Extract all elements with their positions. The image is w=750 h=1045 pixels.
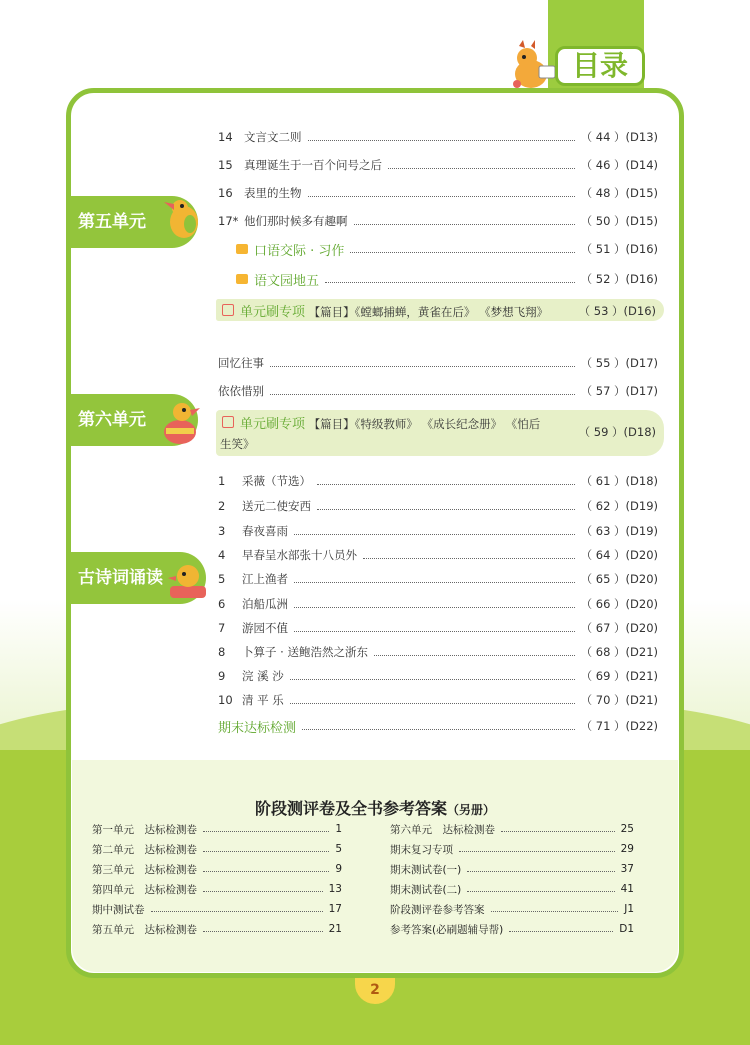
list-item[interactable]: 7 游园不值 （ 67 ）(D20)	[218, 621, 658, 635]
list-item[interactable]: 第一单元 达标检测卷 1	[92, 823, 342, 836]
unit-tab-5[interactable]: 第五单元	[70, 196, 198, 248]
list-item[interactable]: 17* 他们那时候多有趣啊 （ 50 ）(D15)	[218, 214, 658, 228]
list-item[interactable]: 期中测试卷 17	[92, 903, 342, 916]
list-item[interactable]: 第六单元 达标检测卷 25	[390, 823, 634, 836]
bird-mascot-icon	[160, 192, 206, 242]
list-item[interactable]: 阶段测评卷参考答案 J1	[390, 903, 634, 916]
list-item[interactable]: 4 早春呈水部张十八员外 （ 64 ）(D20)	[218, 548, 658, 562]
list-item[interactable]: 5 江上渔者 （ 65 ）(D20)	[218, 572, 658, 586]
list-item[interactable]: 1 采薇（节选） （ 61 ）(D18)	[218, 474, 658, 488]
list-item[interactable]: 3 春夜喜雨 （ 63 ）(D19)	[218, 524, 658, 538]
list-item[interactable]: 期末达标检测 （ 71 ）(D22)	[218, 719, 658, 736]
list-item[interactable]: 语文园地五 （ 52 ）(D16)	[236, 268, 658, 290]
answers-title: 阶段测评卷及全书参考答案（另册）	[254, 799, 496, 818]
list-item[interactable]: 第二单元 达标检测卷 5	[92, 843, 342, 856]
list-item[interactable]: 6 泊船瓜洲 （ 66 ）(D20)	[218, 597, 658, 611]
giraffe-mascot-icon	[505, 40, 561, 92]
chick-mascot-icon	[158, 398, 204, 448]
page-title: 目录	[555, 46, 645, 86]
speech-icon	[236, 244, 248, 254]
list-item[interactable]: 15 真理诞生于一百个问号之后 （ 46 ）(D14)	[218, 158, 658, 172]
unit-brush-5[interactable]: 单元刷专项 【篇目】《螳螂捕蝉，黄雀在后》 《梦想飞翔》 （ 53 ）(D16)	[216, 299, 664, 321]
list-item[interactable]: 8 卜算子 · 送鲍浩然之浙东 （ 68 ）(D21)	[218, 645, 658, 659]
list-item[interactable]: 期末测试卷(二) 41	[390, 883, 634, 896]
list-item[interactable]: 第三单元 达标检测卷 9	[92, 863, 342, 876]
list-item[interactable]: 2 送元二使安西 （ 62 ）(D19)	[218, 499, 658, 513]
list-item[interactable]: 10 清 平 乐 （ 70 ）(D21)	[218, 693, 658, 707]
list-item[interactable]: 第五单元 达标检测卷 21	[92, 923, 342, 936]
list-item[interactable]: 期末复习专项 29	[390, 843, 634, 856]
unit-tab-poems[interactable]: 古诗词诵读	[70, 552, 206, 604]
list-item[interactable]: 第四单元 达标检测卷 13	[92, 883, 342, 896]
list-item[interactable]: 9 浣 溪 沙 （ 69 ）(D21)	[218, 669, 658, 683]
unit-brush-6[interactable]: 单元刷专项 【篇目】《特级教师》 《成长纪念册》 《怕后 生笑》 （ 59 ）(D18)	[216, 410, 664, 456]
folder-icon	[236, 274, 248, 284]
list-item[interactable]: 16 表里的生物 （ 48 ）(D15)	[218, 186, 658, 200]
duck-mascot-icon	[166, 556, 212, 606]
list-item[interactable]: 回忆往事 （ 55 ）(D17)	[218, 356, 658, 370]
list-item[interactable]: 参考答案(必刷题辅导帮) D1	[390, 923, 634, 936]
pencil-icon	[222, 416, 234, 428]
list-item[interactable]: 口语交际 · 习作 （ 51 ）(D16)	[236, 238, 658, 260]
page-number: 2	[355, 978, 395, 1004]
list-item[interactable]: 14 文言文二则 （ 44 ）(D13)	[218, 130, 658, 144]
pencil-icon	[222, 304, 234, 316]
list-item[interactable]: 依依惜别 （ 57 ）(D17)	[218, 384, 658, 398]
list-item[interactable]: 期末测试卷(一) 37	[390, 863, 634, 876]
unit-tab-6[interactable]: 第六单元	[70, 394, 198, 446]
